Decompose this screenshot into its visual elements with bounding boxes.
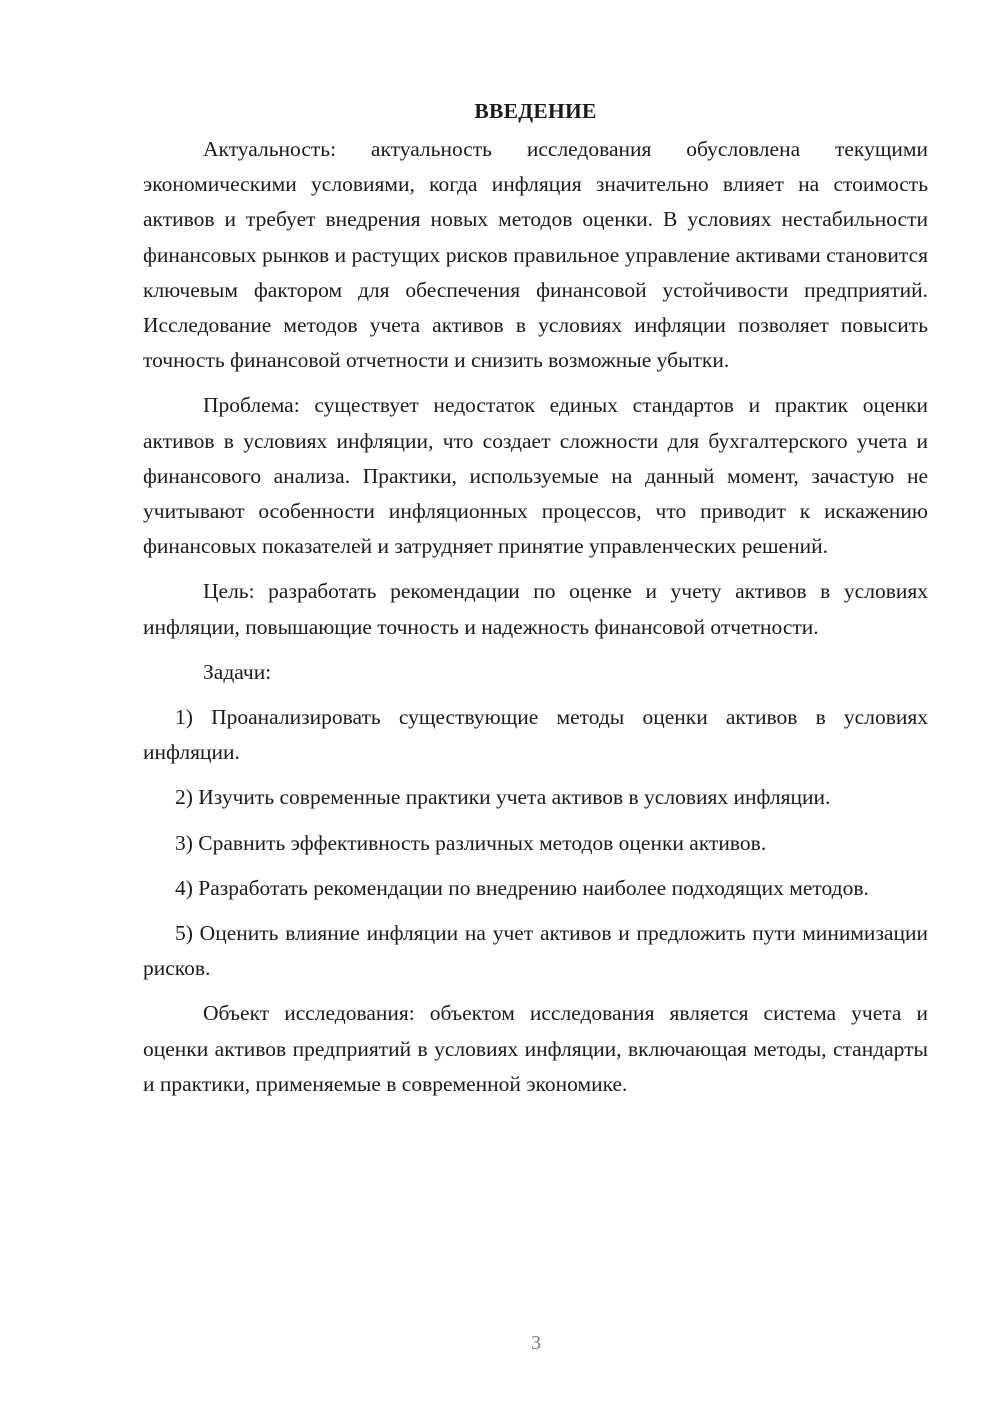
task-item: 4) Разработать рекомендации по внедрению наиболее подходящих методов. (175, 875, 869, 900)
tasks-label: Задачи: (203, 659, 272, 684)
goal-paragraph: Цель: разработать рекомендации по оценке и учету активов в условиях инфляции, повышающие точность и надежность финансовой отчетности. (143, 579, 928, 639)
task-item: 3) Сравнить эффективность различных методов оценки активов. (175, 830, 767, 855)
relevance-paragraph: Актуальность: актуальность исследования обусловлена текущими экономическими условиями, когда инфляция значительно влияет на стоимость активов и требует внедрения новых методов оценки. В условиях нестабильности финансовых рынков и растущих рисков правильное управление активами становится ключевым фактором для обеспечения финансовой устойчивости предприятий. Исследование методов учета активов в условиях инфляции позволяет повысить точность финансовой отчетности и снизить возможные убытки. (143, 137, 928, 373)
task-item: 1) Проанализировать существующие методы оценки активов в условиях инфляции. (143, 705, 928, 765)
problem-paragraph: Проблема: существует недостаток единых стандартов и практик оценки активов в условиях инфляции, что создает сложности для бухгалтерского учета и финансового анализа. Практики, используемые на данный момент, зачастую не учитывают особенности инфляционных процессов, что приводит к искажению финансовых показателей и затрудняет принятие управленческих решений. (143, 393, 928, 559)
object-paragraph: Объект исследования: объектом исследования является система учета и оценки активов предприятий в условиях инфляции, включающая методы, стандарты и практики, применяемые в современной экономике. (143, 1001, 928, 1096)
section-title: ВВЕДЕНИЕ (474, 99, 597, 123)
task-item: 5) Оценить влияние инфляции на учет активов и предложить пути минимизации рисков. (143, 921, 928, 981)
task-item: 2) Изучить современные практики учета активов в условиях инфляции. (175, 785, 831, 810)
page-number: 3 (531, 1332, 541, 1354)
page-content (143, 96, 928, 1112)
